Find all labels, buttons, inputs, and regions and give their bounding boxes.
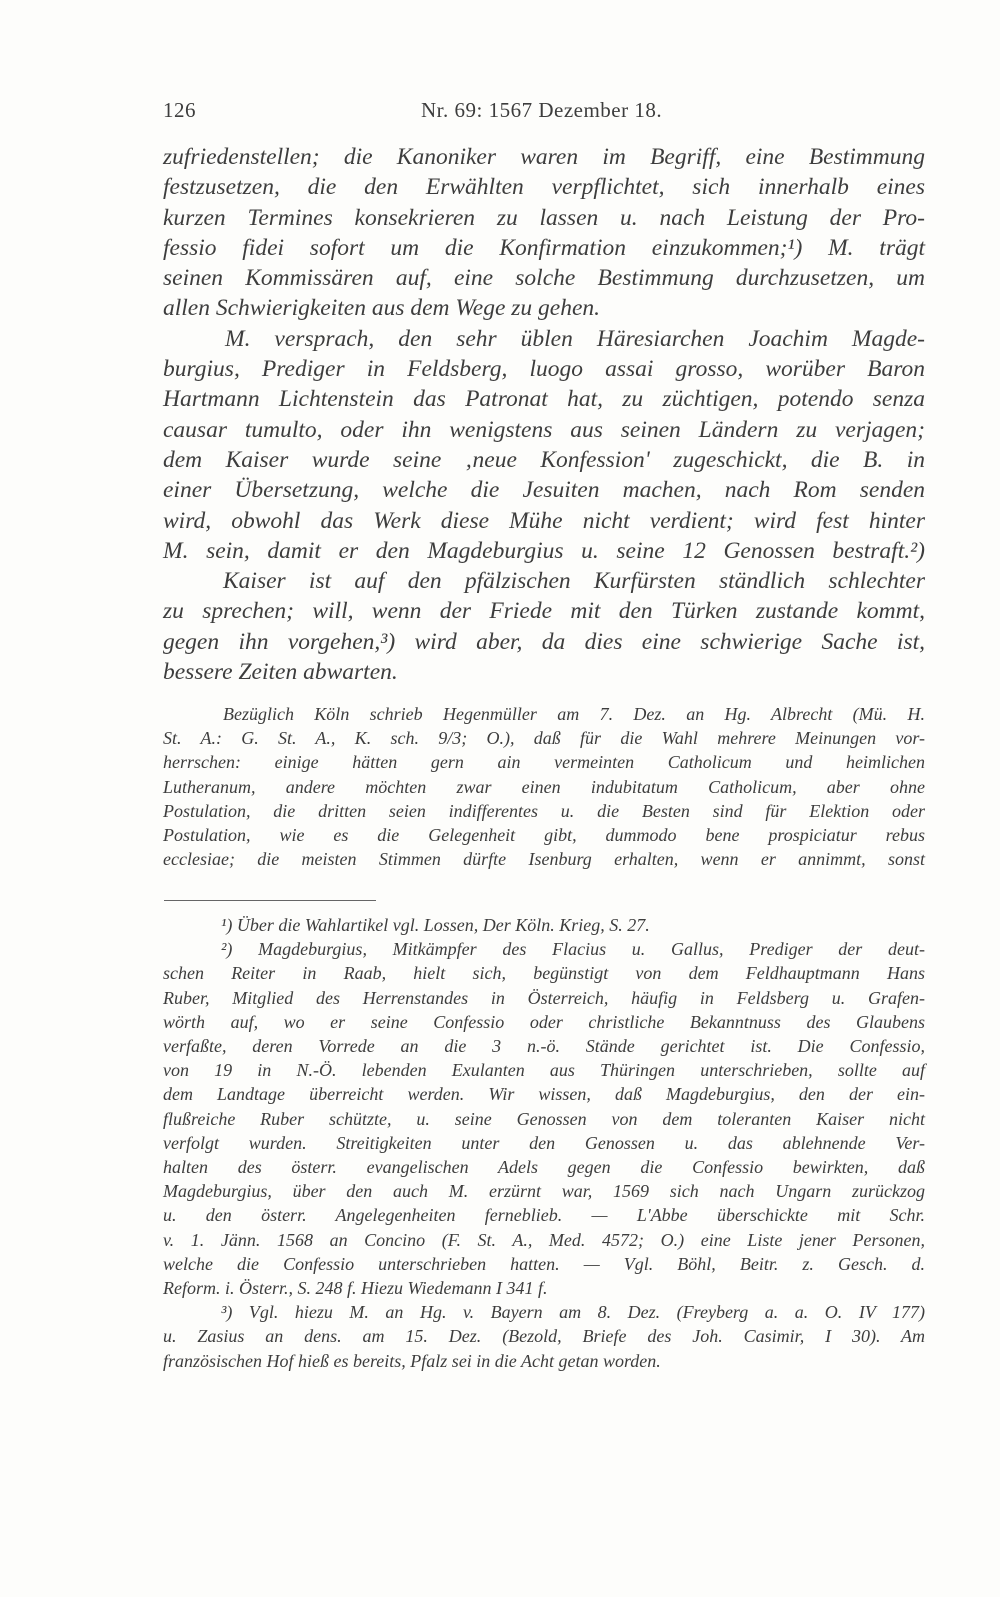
- main-text: [163, 142, 925, 687]
- main-line: allen Schwierigkeiten aus dem Wege zu gehen.: [163, 295, 601, 322]
- footnote-line: verfaßte, deren Vorrede an die 3 n.-ö. Stände gerichtet ist. Die Confessio,: [163, 1036, 925, 1057]
- page-number: 126: [163, 98, 196, 122]
- footnote-line: dem Landtage überreicht werden. Wir wissen, daß Magdeburgius, den der ein-: [163, 1084, 925, 1105]
- main-line: gegen ihn vorgehen,³) wird aber, da dies eine schwierige Sache ist,: [163, 628, 925, 655]
- summary-line: ecclesiae; die meisten Stimmen dürfte Isenburg erhalten, wenn er annimmt, sonst: [163, 849, 925, 870]
- main-line: fessio fidei sofort um die Konfirmation einzukommen;¹) M. trägt: [163, 234, 925, 261]
- summary-line: Postulation, die dritten seien indifferentes u. die Besten sind für Elektion oder: [163, 800, 925, 821]
- main-line: zufriedenstellen; die Kanoniker waren im Begriff, eine Bestimmung: [163, 144, 925, 170]
- footnote-line: wörth auf, wo er seine Confessio oder christliche Bekanntnuss des Glaubens: [163, 1011, 925, 1032]
- summary-line: St. A.: G. St. A., K. sch. 9/3; O.), daß für die Wahl mehrere Meinungen vor-: [163, 728, 925, 749]
- footnote-line: ²) Magdeburgius, Mitkämpfer des Flacius u. Gallus, Prediger der deut-: [221, 939, 925, 960]
- footnote-line: Magdeburgius, über den auch M. erzürnt war, 1569 sich nach Ungarn zurückzog: [163, 1181, 925, 1202]
- footnote-separator: [164, 900, 376, 901]
- footnote-line: Ruber, Mitglied des Herrenstandes in Österreich, häufig in Feldsberg u. Grafen-: [163, 987, 925, 1008]
- main-line: M. versprach, den sehr üblen Häresiarchen Joachim Magde-: [225, 325, 925, 352]
- main-line: burgius, Prediger in Feldsberg, luogo assai grosso, worüber Baron: [163, 356, 925, 383]
- summary-line: Postulation, wie es die Gelegenheit gibt, dummodo bene prospiciatur rebus: [163, 825, 925, 846]
- page-header: [163, 98, 843, 128]
- summary-line: Lutheranum, andere möchten zwar einen indubitatum Catholicum, aber ohne: [163, 776, 925, 797]
- footnote-line: halten des österr. evangelischen Adels gegen die Confessio bewirkten, daß: [163, 1157, 925, 1178]
- footnote-line: ³) Vgl. hiezu M. an Hg. v. Bayern am 8. Dez. (Freyberg a. a. O. IV 177): [221, 1302, 925, 1323]
- footnote-line: französischen Hof hieß es bereits, Pfalz sei in die Acht getan worden.: [163, 1350, 661, 1371]
- summary-line: Bezüglich Köln schrieb Hegenmüller am 7. Dez. an Hg. Albrecht (Mü. H.: [223, 704, 925, 724]
- main-line: kurzen Termines konsekrieren zu lassen u. nach Leistung der Pro-: [163, 204, 925, 231]
- main-line: zu sprechen; will, wenn der Friede mit den Türken zustande kommt,: [163, 598, 925, 625]
- summary-text: [163, 702, 925, 871]
- running-title: Nr. 69: 1567 Dezember 18.: [421, 98, 663, 122]
- footnote-line: flußreiche Ruber schützte, u. seine Genossen von dem toleranten Kaiser nicht: [163, 1108, 925, 1129]
- footnote-line: verfolgt wurden. Streitigkeiten unter den Genossen u. das ablehnende Ver-: [163, 1132, 925, 1153]
- main-line: wird, obwohl das Werk diese Mühe nicht verdient; wird fest hinter: [163, 507, 925, 534]
- main-line: Kaiser ist auf den pfälzischen Kurfürsten ständlich schlechter: [223, 568, 925, 595]
- main-line: dem Kaiser wurde seine ‚neue Konfession' zugeschickt, die B. in: [163, 446, 925, 473]
- main-line: Hartmann Lichtenstein das Patronat hat, zu züchtigen, potendo senza: [163, 386, 925, 413]
- main-line: causar tumulto, oder ihn wenigstens aus seinen Ländern zu verjagen;: [163, 416, 925, 443]
- footnote-line: u. Zasius an dens. am 15. Dez. (Bezold, Briefe des Joh. Casimir, I 30). Am: [163, 1326, 925, 1347]
- footnote-line: Reform. i. Österr., S. 248 f. Hiezu Wiedemann I 341 f.: [163, 1278, 548, 1299]
- main-line: einer Übersetzung, welche die Jesuiten machen, nach Rom senden: [163, 477, 925, 504]
- footnote-line: u. den österr. Angelegenheiten fernebliеb. — L'Abbe überschickte mit Schr.: [163, 1205, 925, 1226]
- footnote-line: v. 1. Jänn. 1568 an Concino (F. St. A., Med. 4572; O.) eine Liste jener Personen,: [163, 1229, 925, 1250]
- footnote-line: schen Reiter in Raab, hielt sich, begünstigt von dem Feldhauptmann Hans: [163, 963, 925, 984]
- summary-line: herrschen: einige hätten gern ain vermeinten Catholicum und heimlichen: [163, 752, 925, 773]
- main-line: festzusetzen, die den Erwählten verpflichtet, sich innerhalb eines: [163, 174, 925, 201]
- main-line: seinen Kommissären auf, eine solche Bestimmung durchzusetzen, um: [163, 265, 925, 292]
- footnote-line: von 19 in N.-Ö. lebenden Exulanten aus Thüringen unterschrieben, sollte auf: [163, 1060, 925, 1081]
- main-line: bessere Zeiten abwarten.: [163, 659, 398, 686]
- footnotes: [163, 913, 925, 1373]
- footnote-line: welche die Confessio unterschrieben hatten. — Vgl. Böhl, Beitr. z. Gesch. d.: [163, 1253, 925, 1274]
- main-line: M. sein, damit er den Magdeburgius u. seine 12 Genossen bestraft.²): [163, 537, 925, 564]
- footnote-line: ¹) Über die Wahlartikel vgl. Lossen, Der Köln. Krieg, S. 27.: [221, 915, 650, 935]
